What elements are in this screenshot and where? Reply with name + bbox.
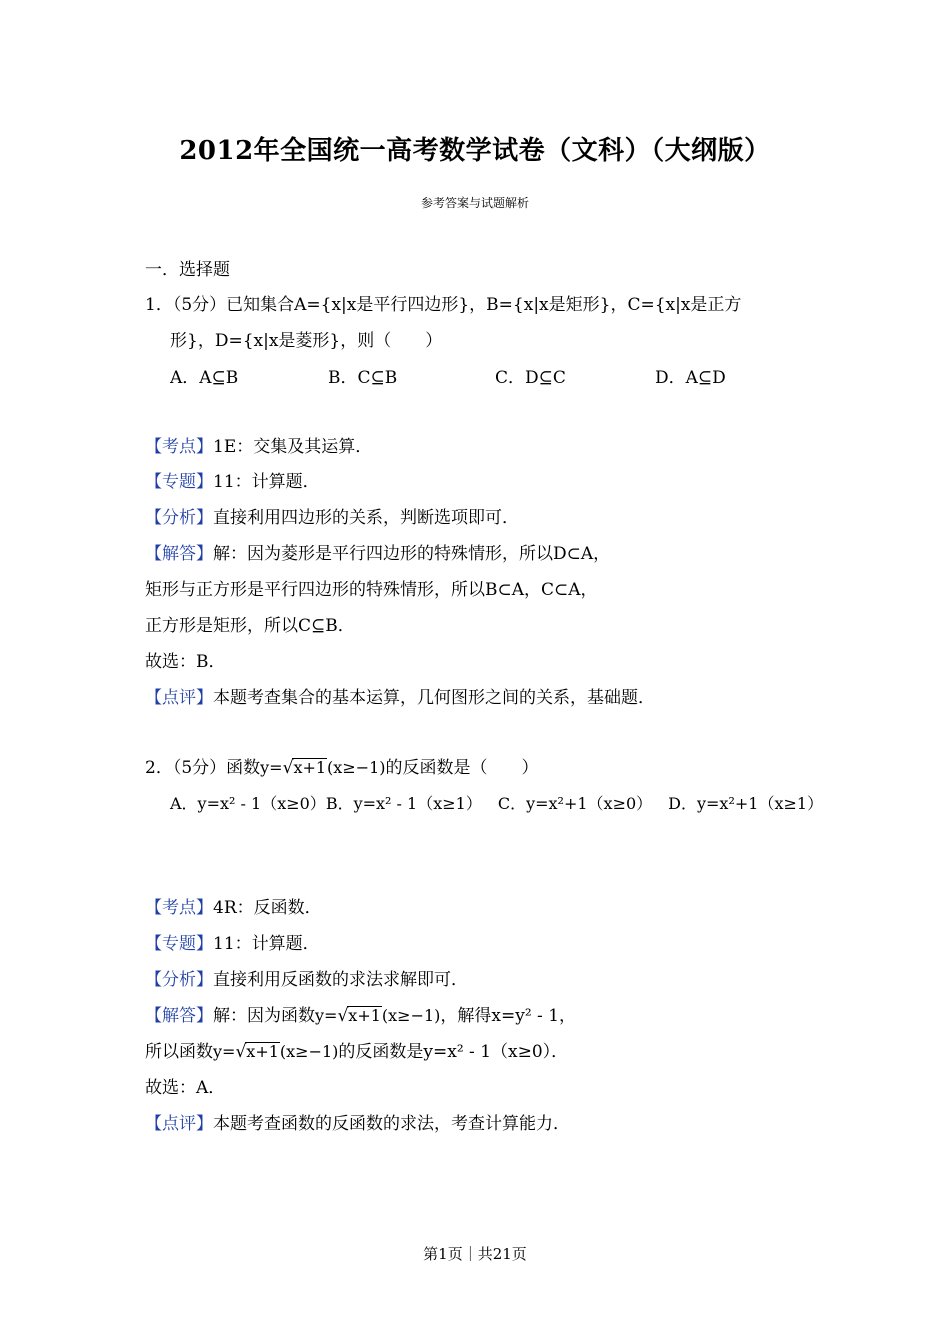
sqrt-icon: √ — [235, 1042, 247, 1062]
fenxi-tag: 【分析】 — [145, 508, 213, 528]
dianping-tag: 【点评】 — [145, 1114, 213, 1134]
q2-jieda-line2 — [145, 1040, 568, 1064]
zhuanti-text: 11：计算题． — [213, 934, 320, 954]
jieda-tag: 【解答】 — [145, 1006, 213, 1026]
zhuanti-tag: 【专题】 — [145, 472, 213, 492]
q2-option-b: B．y=x² - 1（x≥1） — [325, 794, 482, 813]
formula-domain: (x≥−1) — [381, 1006, 441, 1025]
jieda-text: 解：因为菱形是平行四边形的特殊情形，所以D⊂A， — [213, 544, 611, 564]
dianping-tag: 【点评】 — [145, 688, 213, 708]
q2-option-c: C．y=x²+1（x≥0） — [497, 794, 653, 813]
q1-option-d: D．A⊆D — [655, 368, 726, 388]
q2-option-d: D．y=x²+1（x≥1） — [668, 794, 824, 813]
jieda2-text-b: 的反函数是y=x² - 1（x≥0）． — [338, 1042, 569, 1062]
page-footer: 第1页｜共21页 — [423, 1245, 527, 1263]
q1-stem-line2: 形}，D={x|x是菱形}，则（ ） — [170, 331, 443, 351]
jieda-text-b: ，解得x=y² - 1， — [440, 1006, 577, 1026]
q2-answer: 故选：A． — [145, 1078, 226, 1098]
q1-option-a: A．A⊆B — [170, 368, 239, 388]
q2-kaodian — [145, 896, 322, 920]
q1-jieda-line3: 正方形是矩形，所以C⊆B． — [145, 616, 355, 636]
kaodian-text: 4R：反函数． — [213, 898, 322, 918]
q1-dianping — [145, 686, 655, 710]
q2-suffix: 的反函数是（ ） — [385, 758, 539, 778]
q2-option-a: A．y=x² - 1（x≥0） — [170, 794, 326, 813]
q2-stem — [145, 756, 539, 780]
formula-radicand: x+1 — [246, 1042, 279, 1061]
page-subtitle: 参考答案与试题解析 — [420, 196, 529, 210]
jieda-tag: 【解答】 — [145, 544, 213, 564]
q1-jieda — [145, 542, 610, 566]
kaodian-tag: 【考点】 — [145, 898, 213, 918]
sqrt-icon: √ — [282, 758, 294, 778]
q2-fenxi — [145, 968, 468, 992]
q1-kaodian — [145, 435, 372, 459]
q2-jieda2-formula — [213, 1042, 338, 1061]
fenxi-tag: 【分析】 — [145, 970, 213, 990]
formula-lhs: y= — [315, 1006, 338, 1025]
formula-domain: (x≥−1) — [279, 1042, 339, 1061]
q2-jieda-formula — [315, 1006, 440, 1025]
q1-option-b: B．C⊆B — [328, 368, 398, 388]
dianping-text: 本题考查集合的基本运算，几何图形之间的关系，基础题． — [213, 688, 655, 708]
q1-stem-line1: 1．（5分）已知集合A={x|x是平行四边形}，B={x|x是矩形}，C={x|x是正方 — [145, 295, 742, 315]
q2-zhuanti — [145, 932, 320, 956]
fenxi-text: 直接利用反函数的求法求解即可． — [213, 970, 468, 990]
q1-zhuanti — [145, 470, 320, 494]
kaodian-tag: 【考点】 — [145, 437, 213, 457]
q1-fenxi — [145, 506, 519, 530]
sqrt-icon: √ — [337, 1006, 349, 1026]
fenxi-text: 直接利用四边形的关系，判断选项即可． — [213, 508, 519, 528]
zhuanti-text: 11：计算题． — [213, 472, 320, 492]
kaodian-text: 1E：交集及其运算． — [213, 437, 373, 457]
q2-options — [170, 792, 823, 816]
q2-prefix: 2．（5分）函数 — [145, 758, 261, 778]
formula-radicand: x+1 — [293, 758, 327, 777]
jieda-text-a: 解：因为函数 — [213, 1006, 315, 1026]
formula-lhs: y= — [260, 758, 283, 777]
formula-lhs: y= — [213, 1042, 236, 1061]
jieda2-text-a: 所以函数 — [145, 1042, 213, 1062]
formula-radicand: x+1 — [348, 1006, 381, 1025]
q2-jieda — [145, 1004, 576, 1028]
q1-jieda-line2: 矩形与正方形是平行四边形的特殊情形，所以B⊂A，C⊂A， — [145, 580, 598, 600]
q1-answer: 故选：B． — [145, 652, 226, 672]
q1-option-c: C．D⊆C — [495, 368, 566, 388]
section-heading: 一．选择题 — [145, 260, 230, 280]
q2-dianping — [145, 1112, 570, 1136]
q2-formula — [260, 758, 385, 777]
dianping-text: 本题考查函数的反函数的求法，考查计算能力． — [213, 1114, 570, 1134]
formula-domain: (x≥−1) — [327, 758, 386, 777]
page-title: 2012年全国统一高考数学试卷（文科）（大纲版） — [179, 136, 771, 166]
zhuanti-tag: 【专题】 — [145, 934, 213, 954]
